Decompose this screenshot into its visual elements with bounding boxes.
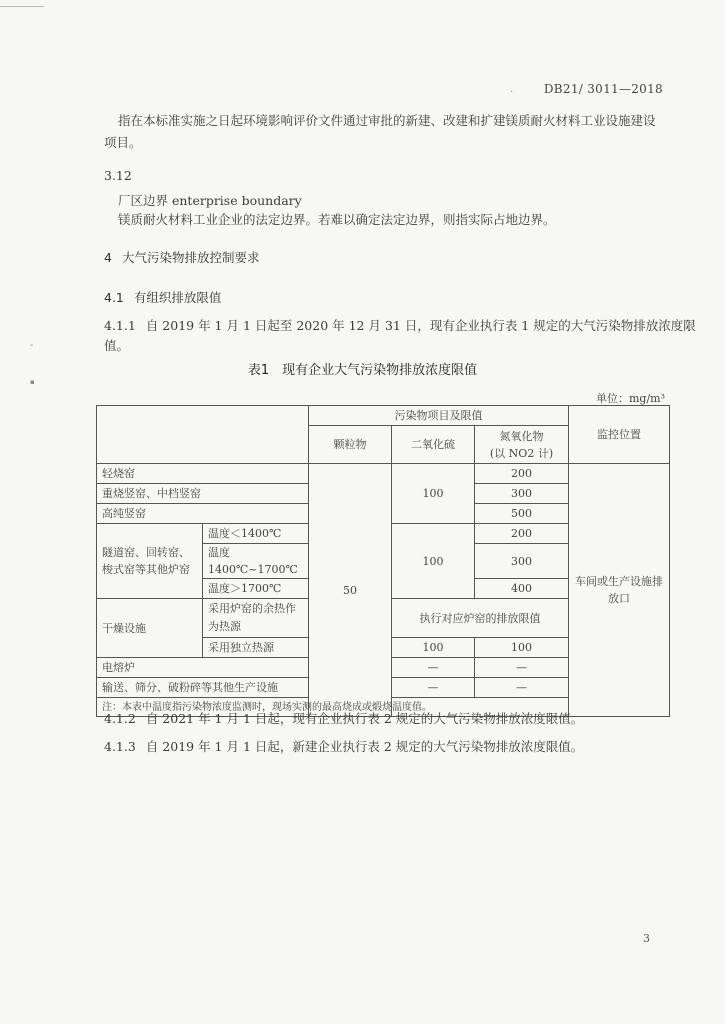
- so2-limit: —: [392, 658, 475, 678]
- row-label: 电熔炉: [97, 658, 309, 678]
- clause-number: 4.1.3: [104, 739, 136, 754]
- clause-line: 自 2019 年 1 月 1 日起，新建企业执行表 2 规定的大气污染物排放浓度限值。: [145, 739, 584, 754]
- header-particulate: 颗粒物: [309, 426, 392, 464]
- nox-limit: —: [475, 658, 569, 678]
- subsection-heading: [104, 288, 221, 306]
- scan-dot: .: [510, 84, 514, 95]
- clause-line: 自 2021 年 1 月 1 日起，现有企业执行表 2 规定的大气污染物排放浓度限值。: [145, 711, 584, 726]
- row-sublabel: 采用独立热源: [203, 638, 309, 658]
- table-row: [97, 464, 670, 484]
- table-caption: 表1 现有企业大气污染物排放浓度限值: [247, 363, 478, 378]
- header-nox: [475, 426, 569, 464]
- table-header-row: [97, 406, 670, 426]
- clause-number: 3.12: [104, 168, 132, 183]
- header-nox-basis: (以 NO2 计): [489, 446, 554, 460]
- row-group-label: 干燥设施: [97, 599, 203, 658]
- scan-corner-line: [0, 6, 44, 7]
- margin-mark: -: [30, 340, 34, 351]
- row-label: 重烧竖窑、中档竖窑: [97, 484, 309, 504]
- so2-limit: —: [392, 678, 475, 698]
- paragraph-line: 指在本标准实施之日起环境影响评价文件通过审批的新建、改建和扩建镁质耐火材料工业设施建设: [118, 113, 656, 128]
- section-heading: [104, 248, 259, 266]
- clause-line: 值。: [104, 338, 130, 353]
- clause-text: [104, 315, 696, 337]
- section-title: 大气污染物排放控制要求: [121, 250, 260, 265]
- clause-number: 4.1.1: [104, 318, 136, 333]
- page-number: 3: [643, 932, 650, 945]
- row-group-label: 隧道窑、回转窑、梭式窑等其他炉窑: [97, 524, 203, 599]
- particulate-limit: 50: [309, 464, 392, 717]
- header-so2: 二氧化硫: [392, 426, 475, 464]
- nox-limit: 300: [475, 544, 569, 579]
- clause-number: 4.1.2: [104, 711, 136, 726]
- paragraph-line: 项目。: [104, 135, 142, 150]
- row-sublabel: 温度 1400℃~1700℃: [203, 544, 309, 579]
- emission-limits-table: [96, 405, 670, 717]
- margin-mark: ▪: [30, 378, 35, 386]
- row-sublabel: 温度＜1400℃: [203, 524, 309, 544]
- document-code: DB21/ 3011—2018: [543, 82, 663, 96]
- row-label: 轻烧窑: [97, 464, 309, 484]
- row-sublabel: 温度＞1700℃: [203, 579, 309, 599]
- table-unit: 单位：mg/m³: [595, 392, 665, 405]
- term-definition: 镁质耐火材料工业企业的法定边界。若难以确定法定边界，则指实际占地边界。: [118, 212, 556, 227]
- row-sublabel: 采用炉窑的余热作为热源: [203, 599, 309, 638]
- header-nox-name: 氮氧化物: [499, 429, 544, 443]
- so2-limit: 100: [392, 638, 475, 658]
- so2-limit: 100: [392, 524, 475, 599]
- table-note: 注：本表中温度指污染物浓度监测时，现场实测的最高烧成或煅烧温度值。: [97, 698, 670, 717]
- monitor-location: 车间或生产设施排放口: [569, 464, 670, 717]
- nox-limit: 100: [475, 638, 569, 658]
- nox-limit: 200: [475, 524, 569, 544]
- section-number: 4: [104, 250, 112, 265]
- clause-text: [104, 708, 583, 730]
- header-pollutant-group: 污染物项目及限值: [309, 406, 569, 426]
- table-corner-cell: [97, 406, 309, 464]
- section-title: 有组织排放限值: [133, 290, 222, 305]
- dryer-limit-note: 执行对应炉窑的排放限值: [392, 599, 569, 638]
- section-number: 4.1: [104, 290, 124, 305]
- nox-limit: 400: [475, 579, 569, 599]
- clause-line: 自 2019 年 1 月 1 日起至 2020 年 12 月 31 日，现有企业执行表 1 规定的大气污染物排放浓度限: [145, 318, 696, 333]
- nox-limit: 200: [475, 464, 569, 484]
- row-label: 高纯竖窑: [97, 504, 309, 524]
- so2-limit: 100: [392, 464, 475, 524]
- clause-text: [104, 736, 583, 758]
- term-heading: 厂区边界 enterprise boundary: [118, 193, 302, 208]
- header-monitor-location: 监控位置: [569, 406, 670, 464]
- nox-limit: 500: [475, 504, 569, 524]
- nox-limit: 300: [475, 484, 569, 504]
- nox-limit: —: [475, 678, 569, 698]
- row-label: 输送、筛分、破粉碎等其他生产设施: [97, 678, 309, 698]
